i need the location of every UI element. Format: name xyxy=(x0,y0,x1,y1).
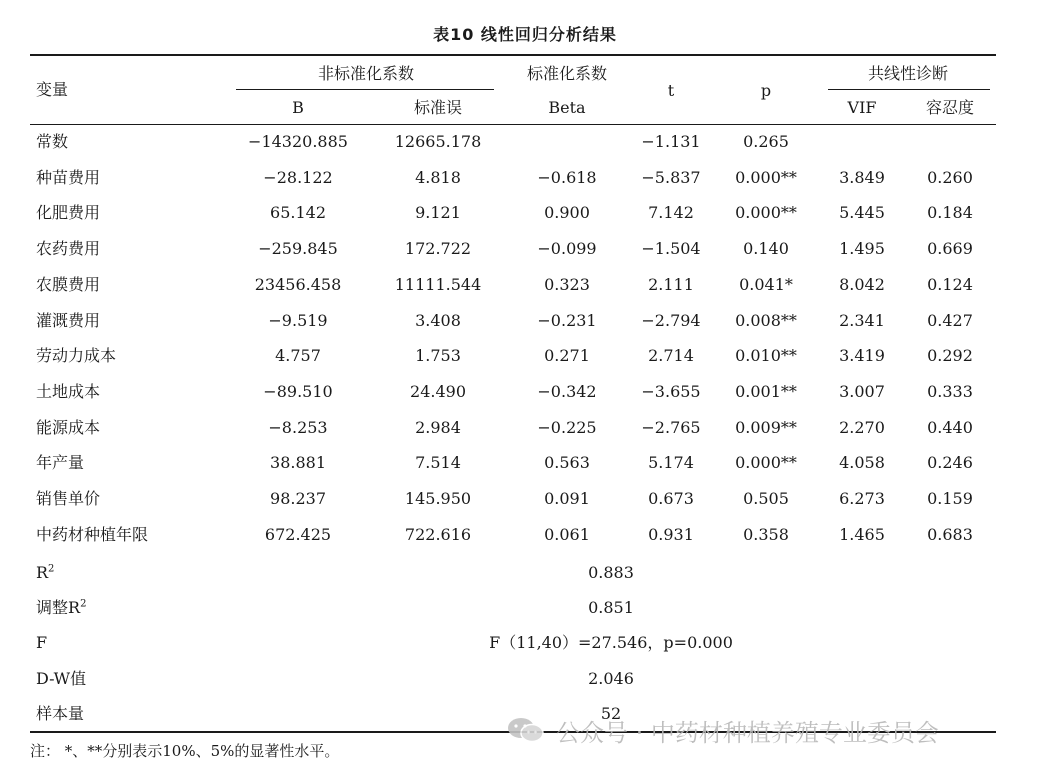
cell-b: 23456.458 xyxy=(254,275,342,294)
cell-vif: 8.042 xyxy=(839,275,885,294)
cell-p: 0.505 xyxy=(743,489,789,508)
wechat-watermark xyxy=(506,710,939,750)
cell-beta: 0.563 xyxy=(544,453,590,472)
cell-name: 中药材种植年限 xyxy=(36,525,149,544)
f-label: F xyxy=(36,633,48,652)
header-beta: Beta xyxy=(548,98,586,117)
cell-tol: 0.246 xyxy=(927,453,973,472)
cell-name: 种苗费用 xyxy=(36,168,101,187)
cell-tol: 0.669 xyxy=(927,239,973,258)
cell-tol: 0.683 xyxy=(927,525,973,544)
cell-vif: 5.445 xyxy=(839,203,885,222)
cell-t: −5.837 xyxy=(641,168,701,187)
cell-t: −1.504 xyxy=(641,239,701,258)
f-value: F（11,40）=27.546，p=0.000 xyxy=(489,633,733,652)
cell-name: 化肥费用 xyxy=(36,203,101,222)
cell-vif: 2.341 xyxy=(839,311,885,330)
adj-r2-label: 调整$R^2$ xyxy=(36,598,87,617)
cell-p: 0.041* xyxy=(739,275,793,294)
cell-se: 12665.178 xyxy=(394,132,482,151)
cell-beta: −0.231 xyxy=(537,311,597,330)
cell-t: 0.673 xyxy=(648,489,694,508)
collinearity-subrule xyxy=(828,89,990,90)
cell-vif: 3.849 xyxy=(839,168,885,187)
wechat-icon xyxy=(506,715,546,745)
cell-se: 7.514 xyxy=(415,453,461,472)
cell-p: 0.265 xyxy=(743,132,789,151)
cell-t: −2.794 xyxy=(641,311,701,330)
cell-name: 年产量 xyxy=(36,453,85,472)
cell-tol: 0.333 xyxy=(927,382,973,401)
cell-name: 能源成本 xyxy=(36,418,101,437)
cell-beta: −0.342 xyxy=(537,382,597,401)
cell-p: 0.009** xyxy=(735,418,797,437)
cell-se: 145.950 xyxy=(404,489,472,508)
cell-b: −89.510 xyxy=(263,382,333,401)
cell-p: 0.358 xyxy=(743,525,789,544)
cell-b: 38.881 xyxy=(270,453,326,472)
cell-p: 0.001** xyxy=(735,382,797,401)
cell-t: −3.655 xyxy=(641,382,701,401)
cell-tol: 0.184 xyxy=(927,203,973,222)
header-b: B xyxy=(292,98,304,117)
cell-beta: −0.225 xyxy=(537,418,597,437)
cell-vif: 4.058 xyxy=(839,453,885,472)
cell-vif: 1.495 xyxy=(839,239,885,258)
header-standardized: 标准化系数 xyxy=(526,64,608,83)
cell-t: −2.765 xyxy=(641,418,701,437)
cell-tol: 0.159 xyxy=(927,489,973,508)
cell-se: 1.753 xyxy=(415,346,461,365)
cell-tol: 0.260 xyxy=(927,168,973,187)
cell-se: 9.121 xyxy=(415,203,461,222)
cell-t: 0.931 xyxy=(648,525,694,544)
sample-size-value: 52 xyxy=(600,704,622,723)
header-unstandardized: 非标准化系数 xyxy=(317,64,415,83)
cell-b: −14320.885 xyxy=(248,132,348,151)
cell-b: −259.845 xyxy=(258,239,338,258)
cell-vif: 1.465 xyxy=(839,525,885,544)
cell-se: 2.984 xyxy=(415,418,461,437)
cell-p: 0.010** xyxy=(735,346,797,365)
cell-se: 4.818 xyxy=(415,168,461,187)
cell-se: 3.408 xyxy=(415,311,461,330)
header-collinearity: 共线性诊断 xyxy=(867,64,949,83)
cell-b: −8.253 xyxy=(268,418,328,437)
dw-value: 2.046 xyxy=(588,669,634,688)
cell-t: −1.131 xyxy=(641,132,701,151)
dw-label: D-W值 xyxy=(36,669,87,688)
cell-b: −28.122 xyxy=(263,168,333,187)
watermark-text: 公众号 · 中药材种植养殖专业委员会 xyxy=(556,718,939,747)
table-title: 表10 线性回归分析结果 xyxy=(433,25,617,44)
cell-b: −9.519 xyxy=(268,311,328,330)
cell-se: 11111.544 xyxy=(394,275,482,294)
cell-se: 24.490 xyxy=(410,382,466,401)
r2-value: 0.883 xyxy=(588,563,634,582)
cell-t: 5.174 xyxy=(648,453,694,472)
header-vif: VIF xyxy=(847,98,877,117)
top-rule xyxy=(30,54,996,56)
table-note: 注： *、**分别表示10%、5%的显著性水平。 xyxy=(30,742,340,760)
cell-p: 0.000** xyxy=(735,168,797,187)
header-rule xyxy=(30,124,996,125)
cell-beta: 0.900 xyxy=(544,203,590,222)
cell-name: 灌溉费用 xyxy=(36,311,101,330)
header-variable: 变量 xyxy=(36,80,69,99)
sample-size-label: 样本量 xyxy=(36,704,85,723)
cell-tol: 0.427 xyxy=(927,311,973,330)
cell-beta: −0.099 xyxy=(537,239,597,258)
cell-tol: 0.440 xyxy=(927,418,973,437)
cell-p: 0.140 xyxy=(743,239,789,258)
cell-se: 172.722 xyxy=(404,239,472,258)
cell-se: 722.616 xyxy=(404,525,472,544)
cell-name: 土地成本 xyxy=(36,382,101,401)
cell-name: 农膜费用 xyxy=(36,275,101,294)
adj-r2-value: 0.851 xyxy=(588,598,634,617)
cell-t: 2.714 xyxy=(648,346,694,365)
header-tolerance: 容忍度 xyxy=(925,98,975,117)
cell-vif: 2.270 xyxy=(839,418,885,437)
cell-tol: 0.124 xyxy=(927,275,973,294)
header-t: t xyxy=(667,81,675,100)
cell-vif: 6.273 xyxy=(839,489,885,508)
header-p: p xyxy=(760,81,772,100)
cell-beta: 0.323 xyxy=(544,275,590,294)
cell-beta: 0.061 xyxy=(544,525,590,544)
cell-vif: 3.007 xyxy=(839,382,885,401)
r2-label: $R^2$ xyxy=(36,563,55,582)
cell-name: 劳动力成本 xyxy=(36,346,117,365)
cell-t: 2.111 xyxy=(648,275,694,294)
cell-b: 672.425 xyxy=(264,525,332,544)
cell-name: 常数 xyxy=(36,132,69,151)
cell-p: 0.000** xyxy=(735,203,797,222)
cell-name: 农药费用 xyxy=(36,239,101,258)
cell-name: 销售单价 xyxy=(36,489,101,508)
cell-t: 7.142 xyxy=(648,203,694,222)
cell-b: 98.237 xyxy=(270,489,326,508)
cell-beta: 0.091 xyxy=(544,489,590,508)
cell-p: 0.000** xyxy=(735,453,797,472)
cell-beta: 0.271 xyxy=(544,346,590,365)
cell-b: 4.757 xyxy=(275,346,321,365)
header-se: 标准误 xyxy=(413,98,463,117)
cell-beta: −0.618 xyxy=(537,168,597,187)
unstandardized-subrule xyxy=(236,89,494,90)
cell-tol: 0.292 xyxy=(927,346,973,365)
cell-p: 0.008** xyxy=(735,311,797,330)
cell-b: 65.142 xyxy=(270,203,326,222)
cell-vif: 3.419 xyxy=(839,346,885,365)
